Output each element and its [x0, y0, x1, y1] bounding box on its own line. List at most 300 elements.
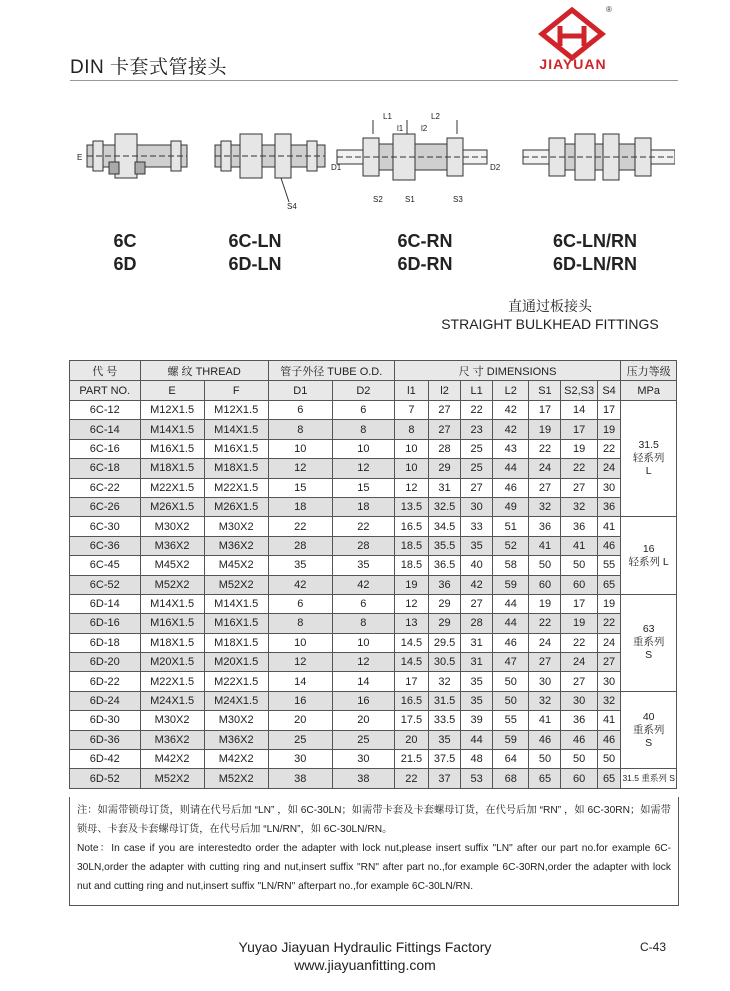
- cell-s23: 14: [561, 401, 597, 420]
- cell-l2: 27: [429, 401, 461, 420]
- cell-f: M36X2: [204, 730, 268, 749]
- cell-f: M26X1.5: [204, 497, 268, 516]
- cell-L2: 42: [493, 420, 529, 439]
- table-row: [70, 439, 677, 458]
- cell-e: M16X1.5: [140, 614, 204, 633]
- header-small-l1: l1: [394, 381, 428, 401]
- cell-L2: 51: [493, 517, 529, 536]
- pressure-letter: L: [645, 465, 652, 478]
- table-row: [70, 730, 677, 749]
- cell-e: M52X2: [140, 575, 204, 594]
- cell-l1: 12: [394, 594, 428, 613]
- pressure-series: 重系列: [632, 723, 665, 736]
- header-code: 代 号: [70, 361, 141, 381]
- cell-l1: 13.5: [394, 497, 428, 516]
- drawing-6c: [87, 134, 187, 178]
- cell-d1: 18: [268, 497, 332, 516]
- cell-part: 6D-42: [70, 750, 141, 769]
- cell-part: 6C-36: [70, 536, 141, 555]
- cell-s23: 32: [561, 497, 597, 516]
- cell-d2: 8: [332, 614, 394, 633]
- cell-s4: 30: [597, 478, 621, 497]
- cell-d2: 38: [332, 769, 394, 788]
- model-code: 6C-RN: [397, 231, 453, 251]
- cell-l2: 29.5: [429, 633, 461, 652]
- cell-L1: 35: [461, 536, 493, 555]
- cell-e: M16X1.5: [140, 439, 204, 458]
- cell-e: M30X2: [140, 517, 204, 536]
- header-d2: D2: [332, 381, 394, 401]
- page-title: DIN 卡套式管接头: [70, 57, 228, 78]
- cell-s23: 46: [561, 730, 597, 749]
- company-name: Yuyao Jiayuan Hydraulic Fittings Factory: [238, 939, 492, 955]
- cell-s1: 46: [529, 730, 561, 749]
- cell-s1: 17: [529, 401, 561, 420]
- label-small-l2: l2: [421, 124, 428, 133]
- spec-table: [69, 360, 677, 789]
- cell-part: 6D-16: [70, 614, 141, 633]
- cell-l1: 19: [394, 575, 428, 594]
- cell-s1: 19: [529, 594, 561, 613]
- model-code: 6D: [113, 254, 137, 274]
- cell-L2: 58: [493, 556, 529, 575]
- cell-l1: 20: [394, 730, 428, 749]
- cell-s4: 27: [597, 653, 621, 672]
- cell-part: 6D-22: [70, 672, 141, 691]
- cell-d1: 14: [268, 672, 332, 691]
- pressure-series: 轻系列: [632, 452, 665, 465]
- cell-s4: 65: [597, 769, 621, 788]
- cell-l1: 12: [394, 478, 428, 497]
- cell-s4: 46: [597, 536, 621, 555]
- table-row: [70, 497, 677, 516]
- label-s2: S2: [373, 195, 383, 204]
- table-row: [70, 420, 677, 439]
- cell-f: M14X1.5: [204, 594, 268, 613]
- cell-d2: 6: [332, 594, 394, 613]
- drawing-6c-rn: [337, 120, 487, 180]
- cell-d1: 6: [268, 401, 332, 420]
- cell-s23: 22: [561, 459, 597, 478]
- cell-L2: 49: [493, 497, 529, 516]
- cell-L1: 27: [461, 478, 493, 497]
- label-e: E: [77, 153, 83, 162]
- cell-d2: 22: [332, 517, 394, 536]
- table-row: [70, 750, 677, 769]
- note-english: Note：In case if you are interestedto order the adapter with lock nut,please insert suffix "LN" after our part no.for example 6C-30LN,order the adapter with cutting ring and nut,insert suffix "RN" after part no.,for example 6C-30RN,order the adapter with lock nut and cutting ring and nut,insert suffix "LN/RN" afterpart no.,for example 6C-30LN/RN.: [77, 843, 671, 892]
- cell-s4: 30: [597, 672, 621, 691]
- cell-f: M12X1.5: [204, 401, 268, 420]
- cell-e: M14X1.5: [140, 420, 204, 439]
- cell-l2: 31: [429, 478, 461, 497]
- header-small-l2: l2: [429, 381, 461, 401]
- model-label-4: [540, 230, 650, 276]
- cell-L2: 46: [493, 478, 529, 497]
- cell-d2: 16: [332, 691, 394, 710]
- cell-part: 6D-30: [70, 711, 141, 730]
- cell-d1: 12: [268, 653, 332, 672]
- cell-L1: 48: [461, 750, 493, 769]
- pressure-value: 31.5 重系列 S: [622, 773, 675, 784]
- cell-s4: 22: [597, 439, 621, 458]
- label-l2: L2: [431, 112, 440, 121]
- cell-s1: 22: [529, 614, 561, 633]
- cell-d1: 22: [268, 517, 332, 536]
- cell-e: M22X1.5: [140, 672, 204, 691]
- cell-s4: 55: [597, 556, 621, 575]
- cell-d2: 6: [332, 401, 394, 420]
- fitting-drawings: [75, 110, 675, 220]
- model-label-1: [95, 230, 155, 276]
- cell-s23: 27: [561, 478, 597, 497]
- cell-L2: 52: [493, 536, 529, 555]
- model-code: 6C-LN/RN: [553, 231, 637, 251]
- label-l1: L1: [383, 112, 392, 121]
- cell-d1: 10: [268, 633, 332, 652]
- cell-s23: 19: [561, 614, 597, 633]
- cell-l2: 30.5: [429, 653, 461, 672]
- cell-e: M18X1.5: [140, 633, 204, 652]
- cell-s1: 24: [529, 633, 561, 652]
- cell-l1: 10: [394, 439, 428, 458]
- cell-d1: 38: [268, 769, 332, 788]
- cell-f: M20X1.5: [204, 653, 268, 672]
- subtitle-english: STRAIGHT BULKHEAD FITTINGS: [441, 316, 659, 332]
- cell-L1: 25: [461, 439, 493, 458]
- cell-part: 6C-18: [70, 459, 141, 478]
- cell-part: 6C-14: [70, 420, 141, 439]
- cell-s4: 46: [597, 730, 621, 749]
- cell-e: M45X2: [140, 556, 204, 575]
- cell-l2: 36: [429, 575, 461, 594]
- cell-l2: 33.5: [429, 711, 461, 730]
- model-code: 6D-RN: [397, 254, 453, 274]
- cell-L1: 27: [461, 594, 493, 613]
- cell-part: 6C-12: [70, 401, 141, 420]
- cell-l1: 16.5: [394, 691, 428, 710]
- cell-s4: 24: [597, 633, 621, 652]
- cell-d2: 30: [332, 750, 394, 769]
- cell-l2: 34.5: [429, 517, 461, 536]
- cell-l1: 17.5: [394, 711, 428, 730]
- cell-part: 6D-24: [70, 691, 141, 710]
- cell-L2: 44: [493, 459, 529, 478]
- cell-part: 6D-14: [70, 594, 141, 613]
- cell-L1: 40: [461, 556, 493, 575]
- cell-e: M36X2: [140, 536, 204, 555]
- pressure-letter: S: [645, 649, 653, 662]
- cell-l2: 36.5: [429, 556, 461, 575]
- label-d1: D1: [331, 163, 342, 172]
- cell-part: 6D-20: [70, 653, 141, 672]
- cell-l1: 17: [394, 672, 428, 691]
- header-d1: D1: [268, 381, 332, 401]
- cell-s4: 19: [597, 420, 621, 439]
- cell-part: 6C-45: [70, 556, 141, 575]
- cell-L2: 44: [493, 614, 529, 633]
- cell-L1: 23: [461, 420, 493, 439]
- cell-L2: 42: [493, 401, 529, 420]
- cell-d1: 25: [268, 730, 332, 749]
- cell-L1: 31: [461, 653, 493, 672]
- cell-l2: 28: [429, 439, 461, 458]
- cell-L1: 22: [461, 401, 493, 420]
- cell-l1: 10: [394, 459, 428, 478]
- page-number: C-43: [640, 940, 667, 954]
- table-row: [70, 769, 677, 788]
- model-label-3: [385, 230, 465, 276]
- cell-s1: 22: [529, 439, 561, 458]
- header-mpa: MPa: [621, 381, 677, 401]
- cell-s4: 19: [597, 594, 621, 613]
- cell-L1: 35: [461, 672, 493, 691]
- cell-part: 6D-36: [70, 730, 141, 749]
- cell-d1: 8: [268, 420, 332, 439]
- cell-s1: 32: [529, 497, 561, 516]
- label-s3: S3: [453, 195, 463, 204]
- cell-l1: 18.5: [394, 536, 428, 555]
- cell-e: M26X1.5: [140, 497, 204, 516]
- header-s1: S1: [529, 381, 561, 401]
- cell-L1: 35: [461, 691, 493, 710]
- table-row: [70, 575, 677, 594]
- registered-mark: ®: [606, 5, 612, 14]
- cell-l2: 37: [429, 769, 461, 788]
- cell-f: M18X1.5: [204, 633, 268, 652]
- cell-l2: 35.5: [429, 536, 461, 555]
- model-code: 6C-LN: [228, 231, 282, 251]
- cell-part: 6C-52: [70, 575, 141, 594]
- pressure-series: 重系列: [632, 636, 665, 649]
- cell-l1: 8: [394, 420, 428, 439]
- cell-s1: 24: [529, 459, 561, 478]
- cell-d1: 10: [268, 439, 332, 458]
- cell-d1: 30: [268, 750, 332, 769]
- cell-d2: 12: [332, 459, 394, 478]
- cell-s23: 60: [561, 575, 597, 594]
- cell-d1: 15: [268, 478, 332, 497]
- cell-d2: 15: [332, 478, 394, 497]
- cell-e: M30X2: [140, 711, 204, 730]
- cell-L1: 28: [461, 614, 493, 633]
- cell-s4: 41: [597, 517, 621, 536]
- cell-l1: 18.5: [394, 556, 428, 575]
- drawing-6c-ln: [215, 134, 325, 202]
- cell-d2: 20: [332, 711, 394, 730]
- cell-s1: 27: [529, 653, 561, 672]
- order-note: [69, 797, 679, 906]
- table-row: [70, 653, 677, 672]
- model-code: 6D-LN: [228, 254, 282, 274]
- cell-d2: 18: [332, 497, 394, 516]
- table-row: [70, 556, 677, 575]
- table-row: [70, 594, 677, 613]
- cell-d2: 10: [332, 633, 394, 652]
- cell-l2: 35: [429, 730, 461, 749]
- cell-d1: 35: [268, 556, 332, 575]
- cell-s1: 41: [529, 536, 561, 555]
- cell-L1: 44: [461, 730, 493, 749]
- cell-L2: 50: [493, 691, 529, 710]
- cell-part: 6D-52: [70, 769, 141, 788]
- note-chinese: 注：如需带锁母订货，则请在代号后加 “LN” ，如 6C-30LN；如需带卡套及卡套螺母订货，在代号后加 “RN” ，如 6C-30RN；如需带锁母、卡套及卡套螺母订货，在代号后加 “LN/RN”，如 6C-30LN/RN。: [77, 805, 671, 835]
- cell-s23: 30: [561, 691, 597, 710]
- cell-f: M42X2: [204, 750, 268, 769]
- cell-L1: 25: [461, 459, 493, 478]
- cell-L1: 31: [461, 633, 493, 652]
- cell-part: 6C-16: [70, 439, 141, 458]
- table-row: [70, 633, 677, 652]
- cell-d1: 28: [268, 536, 332, 555]
- cell-l2: 27: [429, 420, 461, 439]
- company-website[interactable]: www.jiayuanfitting.com: [294, 957, 436, 973]
- cell-s23: 41: [561, 536, 597, 555]
- cell-s23: 50: [561, 750, 597, 769]
- header-s4: S4: [597, 381, 621, 401]
- cell-f: M18X1.5: [204, 459, 268, 478]
- cell-s1: 50: [529, 556, 561, 575]
- cell-L2: 55: [493, 711, 529, 730]
- cell-s23: 36: [561, 517, 597, 536]
- table-row: [70, 711, 677, 730]
- cell-s1: 30: [529, 672, 561, 691]
- label-s4: S4: [287, 202, 297, 211]
- cell-f: M45X2: [204, 556, 268, 575]
- cell-f: M16X1.5: [204, 439, 268, 458]
- cell-e: M12X1.5: [140, 401, 204, 420]
- cell-f: M36X2: [204, 536, 268, 555]
- cell-l2: 31.5: [429, 691, 461, 710]
- label-d2: D2: [490, 163, 501, 172]
- cell-part: 6C-26: [70, 497, 141, 516]
- cell-d2: 12: [332, 653, 394, 672]
- cell-L2: 59: [493, 730, 529, 749]
- pressure-rating: [621, 769, 677, 788]
- cell-part: 6C-30: [70, 517, 141, 536]
- cell-s1: 65: [529, 769, 561, 788]
- cell-f: M30X2: [204, 711, 268, 730]
- model-code: 6D-LN/RN: [553, 254, 637, 274]
- cell-L2: 50: [493, 672, 529, 691]
- cell-f: M30X2: [204, 517, 268, 536]
- header-e: E: [140, 381, 204, 401]
- cell-s4: 22: [597, 614, 621, 633]
- cell-d1: 6: [268, 594, 332, 613]
- cell-e: M20X1.5: [140, 653, 204, 672]
- cell-l2: 32: [429, 672, 461, 691]
- cell-d1: 20: [268, 711, 332, 730]
- cell-d1: 12: [268, 459, 332, 478]
- cell-e: M24X1.5: [140, 691, 204, 710]
- cell-s23: 36: [561, 711, 597, 730]
- header-pressure: 压力等级: [621, 361, 677, 381]
- cell-e: M14X1.5: [140, 594, 204, 613]
- cell-L2: 47: [493, 653, 529, 672]
- brand-name: JIAYUAN: [539, 56, 607, 72]
- pressure-rating: [621, 594, 677, 691]
- header-l1: L1: [461, 381, 493, 401]
- cell-s23: 17: [561, 594, 597, 613]
- header-thread: 螺 纹 THREAD: [140, 361, 268, 381]
- cell-s23: 50: [561, 556, 597, 575]
- cell-d1: 42: [268, 575, 332, 594]
- cell-s1: 50: [529, 750, 561, 769]
- cell-f: M52X2: [204, 769, 268, 788]
- cell-l2: 29: [429, 459, 461, 478]
- cell-s4: 17: [597, 401, 621, 420]
- cell-L2: 46: [493, 633, 529, 652]
- header-part-no: PART NO.: [70, 381, 141, 401]
- table-row: [70, 459, 677, 478]
- cell-s23: 17: [561, 420, 597, 439]
- cell-f: M22X1.5: [204, 672, 268, 691]
- cell-d1: 8: [268, 614, 332, 633]
- cell-part: 6D-18: [70, 633, 141, 652]
- cell-s4: 65: [597, 575, 621, 594]
- cell-L2: 44: [493, 594, 529, 613]
- header-s2-s3: S2,S3: [561, 381, 597, 401]
- header-dimensions: 尺 寸 DIMENSIONS: [394, 361, 620, 381]
- cell-s23: 27: [561, 672, 597, 691]
- cell-s4: 41: [597, 711, 621, 730]
- cell-d2: 10: [332, 439, 394, 458]
- table-row: [70, 401, 677, 420]
- cell-s23: 22: [561, 633, 597, 652]
- pressure-value: 31.5: [638, 439, 659, 452]
- cell-f: M24X1.5: [204, 691, 268, 710]
- cell-s4: 32: [597, 691, 621, 710]
- cell-f: M16X1.5: [204, 614, 268, 633]
- cell-L1: 39: [461, 711, 493, 730]
- cell-part: 6C-22: [70, 478, 141, 497]
- cell-l1: 21.5: [394, 750, 428, 769]
- cell-d2: 25: [332, 730, 394, 749]
- cell-L2: 43: [493, 439, 529, 458]
- cell-s1: 27: [529, 478, 561, 497]
- cell-l2: 37.5: [429, 750, 461, 769]
- cell-L2: 59: [493, 575, 529, 594]
- cell-s23: 60: [561, 769, 597, 788]
- pressure-rating: [621, 517, 677, 595]
- cell-d2: 8: [332, 420, 394, 439]
- cell-s4: 50: [597, 750, 621, 769]
- table-row: [70, 517, 677, 536]
- cell-L1: 53: [461, 769, 493, 788]
- cell-L1: 42: [461, 575, 493, 594]
- pressure-value: 40: [642, 710, 655, 723]
- cell-s23: 24: [561, 653, 597, 672]
- pressure-letter: S: [645, 736, 653, 749]
- cell-s4: 36: [597, 497, 621, 516]
- label-small-l1: l1: [397, 124, 404, 133]
- table-row: [70, 478, 677, 497]
- cell-l1: 16.5: [394, 517, 428, 536]
- title-divider: [70, 80, 678, 81]
- cell-e: M36X2: [140, 730, 204, 749]
- pressure-series: 轻系列 L: [628, 555, 669, 568]
- cell-L2: 64: [493, 750, 529, 769]
- table-row: [70, 614, 677, 633]
- pressure-rating: [621, 401, 677, 517]
- cell-e: M22X1.5: [140, 478, 204, 497]
- cell-e: M18X1.5: [140, 459, 204, 478]
- pressure-value: 16: [642, 542, 655, 555]
- cell-s1: 32: [529, 691, 561, 710]
- cell-s1: 41: [529, 711, 561, 730]
- cell-d2: 14: [332, 672, 394, 691]
- cell-s1: 36: [529, 517, 561, 536]
- cell-d1: 16: [268, 691, 332, 710]
